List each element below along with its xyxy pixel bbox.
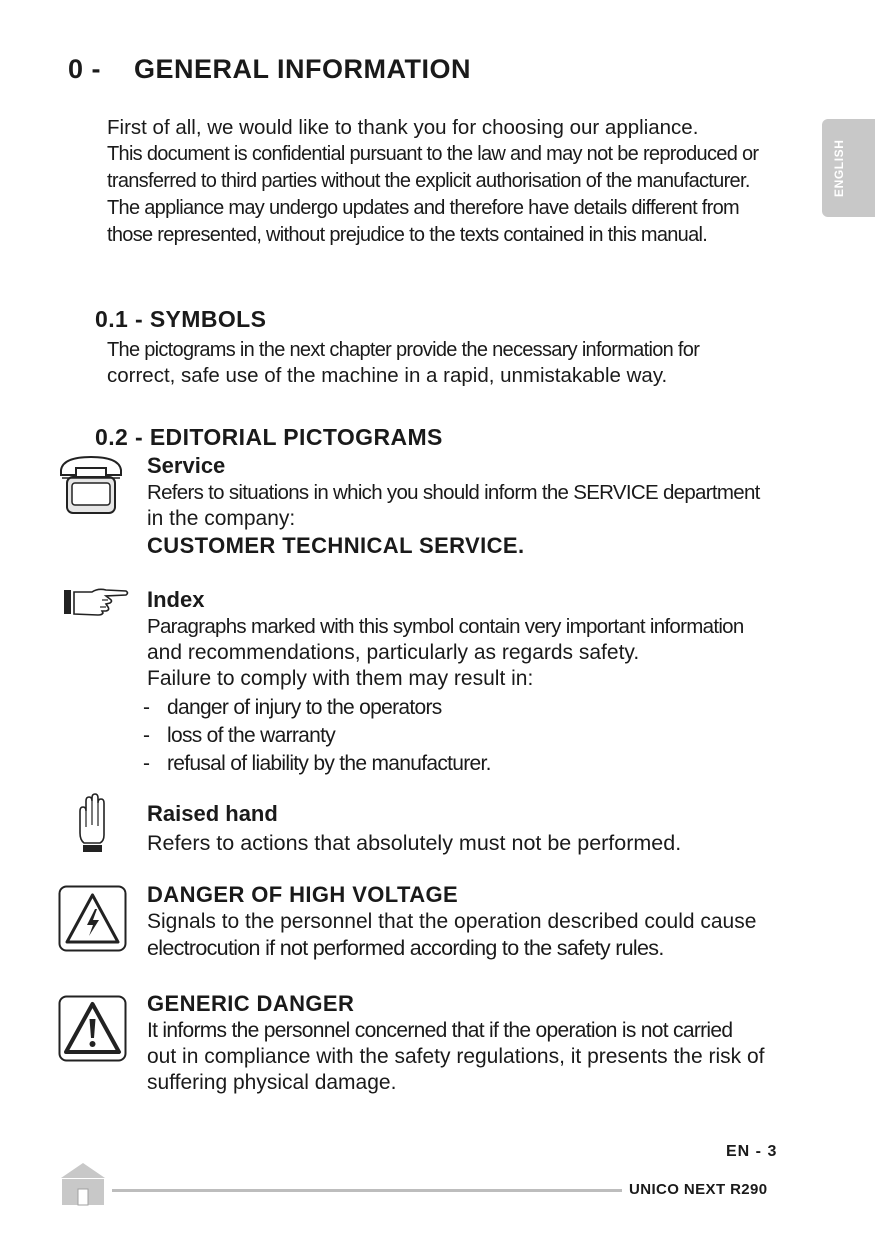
high-voltage-title: DANGER OF HIGH VOLTAGE: [147, 882, 459, 907]
generic-danger-title: GENERIC DANGER: [147, 991, 355, 1016]
section-title: GENERAL INFORMATION: [134, 54, 471, 84]
service-line-2: in the company:: [147, 507, 296, 530]
list-item: - danger of injury to the operators: [143, 694, 743, 722]
symbols-line-2: correct, safe use of the machine in a rapid, unmistakable way.: [107, 364, 668, 387]
info-line-3: The appliance may undergo updates and therefore have details different from: [107, 197, 740, 219]
footer-divider: [112, 1189, 622, 1192]
bullet-text: refusal of liability by the manufacturer.: [167, 752, 491, 775]
info-line-1: This document is confidential pursuant to the law and may not be reproduced or: [107, 143, 759, 165]
index-block: [147, 586, 817, 692]
symbols-heading: 0.1 - SYMBOLS: [95, 306, 267, 332]
general-info-paragraph: [107, 114, 807, 249]
generic-danger-line-2: out in compliance with the safety regulations, it presents the risk of: [147, 1045, 765, 1068]
index-line-2: and recommendations, particularly as regards safety.: [147, 641, 640, 664]
raised-hand-line-1: Refers to actions that absolutely must not be performed.: [147, 831, 682, 855]
raised-hand-title: Raised hand: [147, 801, 278, 826]
generic-danger-line-3: suffering physical damage.: [147, 1071, 397, 1094]
generic-danger-icon: [58, 995, 127, 1062]
language-tab: [822, 119, 875, 217]
high-voltage-line-1: Signals to the personnel that the operation described could cause: [147, 910, 757, 933]
list-item: - refusal of liability by the manufacturer.: [143, 750, 743, 778]
pointing-hand-icon: [62, 587, 130, 617]
service-line-1: Refers to situations in which you should inform the SERVICE department: [147, 481, 760, 504]
high-voltage-icon: [58, 885, 127, 952]
index-line-3: Failure to comply with them may result in:: [147, 667, 534, 690]
list-item: - loss of the warranty: [143, 722, 743, 750]
high-voltage-block: [147, 881, 817, 961]
generic-danger-line-1: It informs the personnel concerned that if the operation is not carried: [147, 1019, 733, 1042]
raised-hand-icon: [74, 793, 108, 855]
symbols-line-1: The pictograms in the next chapter provide the necessary information for: [107, 339, 700, 361]
home-icon[interactable]: [60, 1162, 106, 1206]
section-number: 0 -: [68, 54, 102, 84]
service-title: Service: [147, 453, 226, 478]
index-line-1: Paragraphs marked with this symbol contain very important information: [147, 615, 744, 638]
section-heading-general-information: [68, 54, 471, 85]
bullet-text: loss of the warranty: [167, 724, 336, 747]
pictograms-heading: 0.2 - EDITORIAL PICTOGRAMS: [95, 424, 443, 450]
telephone-icon: [56, 453, 126, 517]
info-line-4: those represented, without prejudice to the texts contained in this manual.: [107, 224, 708, 246]
bullet-text: danger of injury to the operators: [167, 696, 442, 719]
service-block: [147, 452, 817, 560]
high-voltage-line-2: electrocution if not performed according to the safety rules.: [147, 936, 664, 960]
generic-danger-block: [147, 990, 817, 1096]
service-line-3: CUSTOMER TECHNICAL SERVICE.: [147, 533, 525, 558]
thank-you-line: First of all, we would like to thank you for choosing our appliance.: [107, 116, 699, 139]
language-tab-label: ENGLISH: [832, 139, 846, 197]
index-bullet-list: [143, 694, 743, 778]
symbols-paragraph: [107, 337, 817, 389]
model-name: UNICO NEXT R290: [629, 1181, 768, 1198]
raised-hand-block: [147, 800, 817, 856]
index-title: Index: [147, 587, 205, 612]
page-number: EN - 3: [726, 1143, 778, 1160]
info-line-2: transferred to third parties without the explicit authorisation of the manufacturer.: [107, 170, 750, 192]
